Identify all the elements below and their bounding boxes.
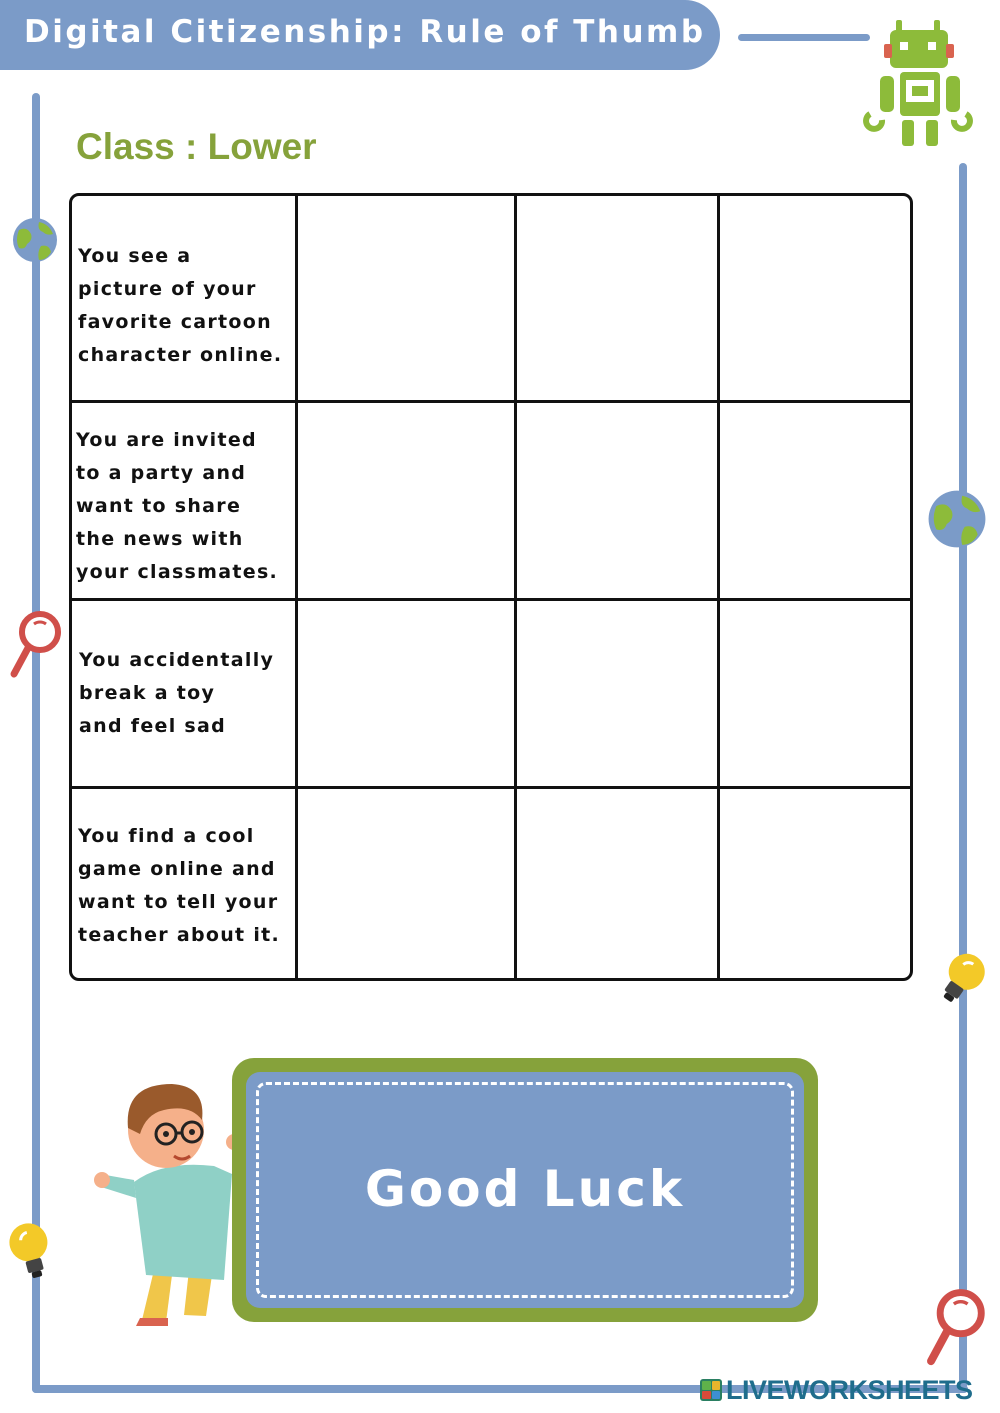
scenario-cell-4: You find a cool game online and want to tell your teacher about it. bbox=[78, 825, 281, 946]
robot-icon bbox=[862, 18, 976, 158]
liveworksheets-logo-icon bbox=[700, 1379, 722, 1401]
watermark-text: LIVEWORKSHEETS bbox=[726, 1374, 973, 1405]
answer-cell[interactable] bbox=[720, 789, 910, 978]
boy-character bbox=[94, 1070, 254, 1330]
worksheet-title: Digital Citizenship: Rule of Thumb bbox=[24, 14, 706, 50]
watermark bbox=[700, 1375, 973, 1405]
worksheet-grid bbox=[69, 193, 913, 981]
globe-icon bbox=[11, 216, 59, 264]
lightbulb-icon bbox=[934, 948, 988, 1012]
answer-cell[interactable] bbox=[298, 403, 514, 598]
banner-accent-line bbox=[738, 34, 870, 41]
class-label: Class : Lower bbox=[76, 126, 317, 167]
answer-cell[interactable] bbox=[298, 601, 514, 786]
good-luck-text: Good Luck bbox=[364, 1160, 686, 1218]
scenario-cell-2: You are invited to a party and want to share the news with your classmates. bbox=[76, 429, 279, 583]
magnifier-icon bbox=[8, 610, 62, 680]
scenario-cell-3: You accidentally break a toy and feel sad bbox=[79, 649, 275, 737]
scenario-cell-1: You see a picture of your favorite cartoon character online. bbox=[78, 245, 283, 366]
answer-cell[interactable] bbox=[517, 601, 717, 786]
answer-cell[interactable] bbox=[720, 403, 910, 598]
answer-cell[interactable] bbox=[517, 403, 717, 598]
frame-left-border bbox=[32, 93, 40, 1393]
answer-cell[interactable] bbox=[720, 601, 910, 786]
answer-cell[interactable] bbox=[517, 789, 717, 978]
answer-cell[interactable] bbox=[298, 789, 514, 978]
answer-cell[interactable] bbox=[720, 196, 910, 400]
answer-cell[interactable] bbox=[517, 196, 717, 400]
answer-cell[interactable] bbox=[298, 196, 514, 400]
magnifier-icon bbox=[924, 1288, 986, 1368]
lightbulb-icon bbox=[4, 1220, 58, 1288]
globe-icon bbox=[926, 488, 988, 550]
frame-right-border bbox=[959, 163, 967, 1393]
